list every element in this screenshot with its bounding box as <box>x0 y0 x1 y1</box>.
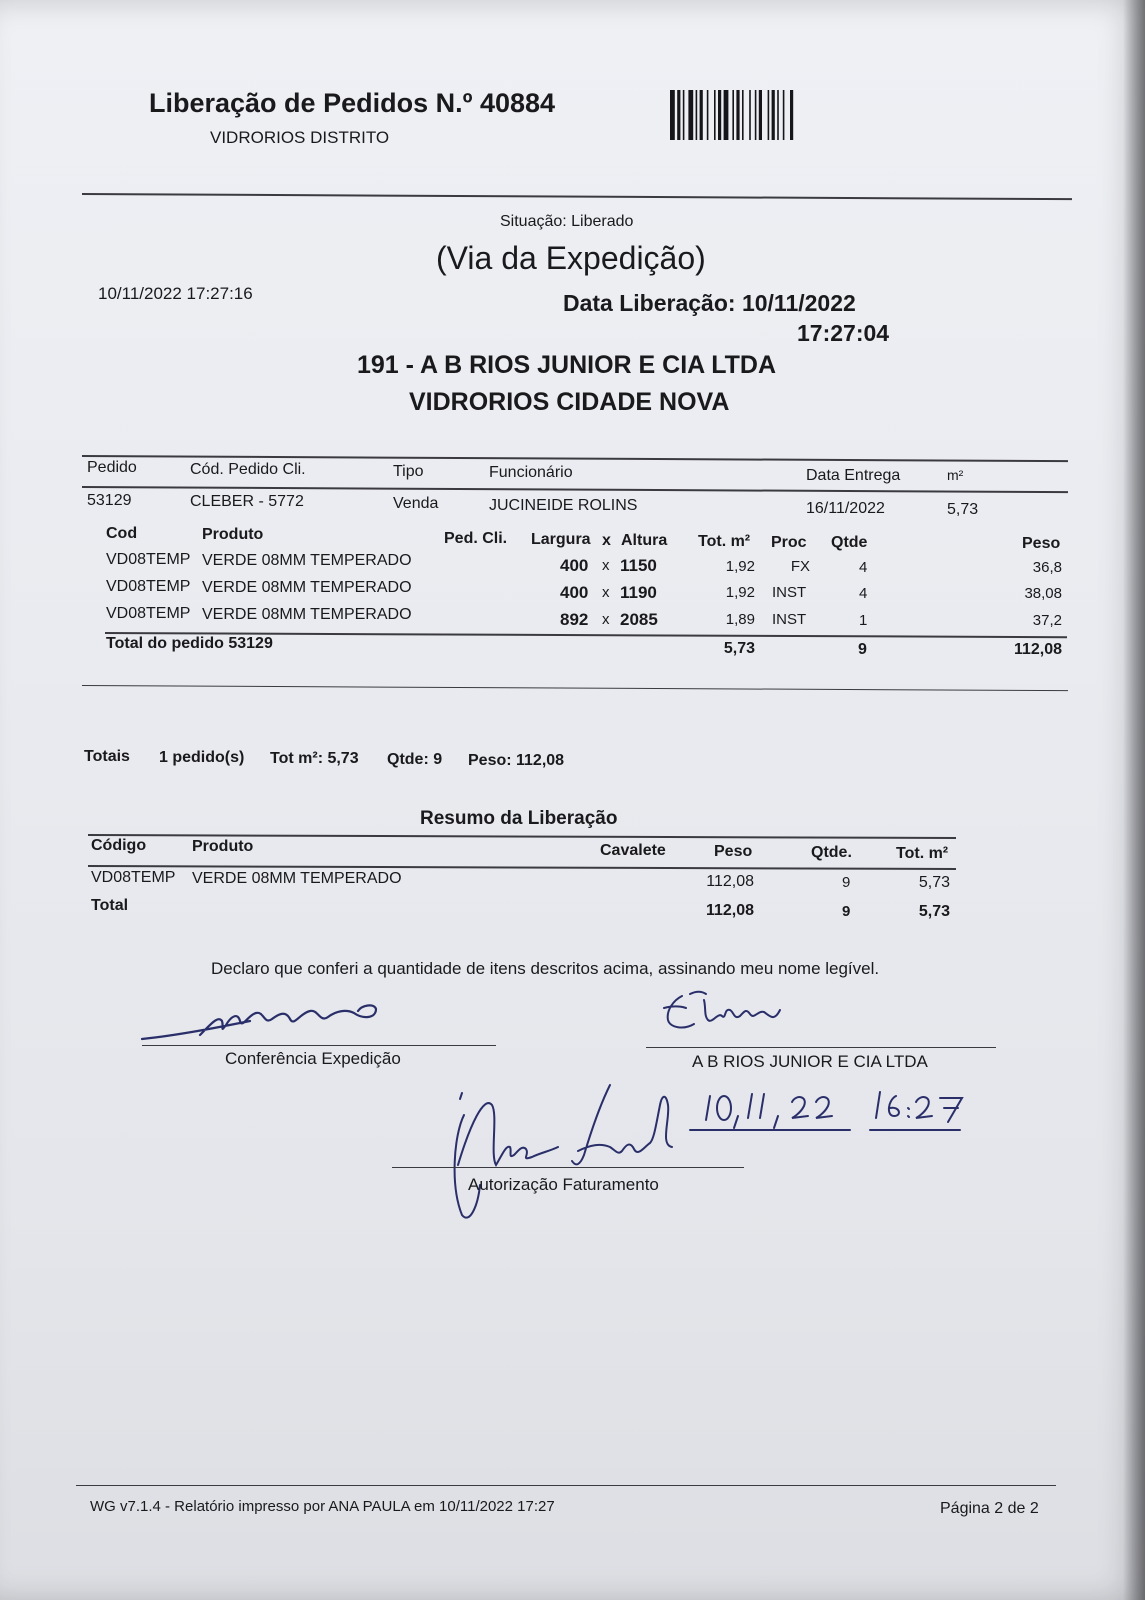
item-largura: 400 <box>560 556 589 575</box>
resumo-qtde: 9 <box>842 874 851 891</box>
col-funcionario: Funcionário <box>489 464 573 481</box>
resumo-tot-m2: 5,73 <box>918 874 950 891</box>
resumo-total-qtde: 9 <box>842 903 851 920</box>
resumo-col-produto: Produto <box>192 838 254 855</box>
situacao-label: Situação: Liberado <box>500 213 634 230</box>
items-col-tot-m2: Tot. m² <box>698 533 751 550</box>
via-label: (Via da Expedição) <box>436 240 706 276</box>
col-data-entrega: Data Entrega <box>806 467 901 484</box>
item-x: x <box>602 584 610 601</box>
resumo-col-cavalete: Cavalete <box>600 842 666 859</box>
client-signature <box>660 990 800 1040</box>
item-altura: 1150 <box>620 556 657 575</box>
order-data-entrega-value: 16/11/2022 <box>806 500 885 517</box>
client-sign-label: A B RIOS JUNIOR E CIA LTDA <box>692 1052 928 1071</box>
item-altura: 2085 <box>620 610 658 629</box>
item-cod: VD08TEMP <box>106 605 191 622</box>
resumo-total-peso: 112,08 <box>705 902 754 919</box>
col-tipo: Tipo <box>393 463 424 480</box>
page-edge-shadow <box>1123 0 1145 1600</box>
item-tot-m2: 1,89 <box>725 611 755 628</box>
item-proc: INST <box>772 611 807 628</box>
totais-peso: Peso: 112,08 <box>468 752 565 769</box>
resumo-produto: VERDE 08MM TEMPERADO <box>192 870 402 887</box>
footer-printed-by: WG v7.1.4 - Relatório impresso por ANA PAULA em 10/11/2022 17:27 <box>90 1498 555 1515</box>
barcode-icon <box>670 90 846 142</box>
client-store: VIDRORIOS CIDADE NOVA <box>409 388 730 416</box>
item-peso: 37,2 <box>1032 612 1062 629</box>
items-col-produto: Produto <box>202 526 264 543</box>
items-col-largura: Largura <box>531 531 591 548</box>
item-produto: VERDE 08MM TEMPERADO <box>202 579 412 596</box>
item-cod: VD08TEMP <box>106 578 191 595</box>
footer-page-number: Página 2 de 2 <box>940 1500 1039 1517</box>
col-pedido: Pedido <box>87 459 137 476</box>
items-total-m2: 5,73 <box>723 640 755 657</box>
resumo-codigo: VD08TEMP <box>91 869 176 886</box>
totais-pedidos: 1 pedido(s) <box>159 749 245 766</box>
order-pedido-value: 53129 <box>87 492 132 509</box>
items-total-qtde: 9 <box>858 641 867 658</box>
items-col-qtde: Qtde <box>831 534 868 551</box>
autorizacao-label: Autorização Faturamento <box>468 1175 659 1194</box>
item-altura: 1190 <box>620 583 657 602</box>
item-tot-m2: 1,92 <box>725 558 755 575</box>
client-name: 191 - A B RIOS JUNIOR E CIA LTDA <box>357 351 777 379</box>
items-col-ped-cli: Ped. Cli. <box>444 530 508 547</box>
conferencia-label: Conferência Expedição <box>225 1049 401 1068</box>
items-col-x: x <box>602 532 611 549</box>
print-datetime: 10/11/2022 17:27:16 <box>98 284 253 303</box>
totais-qtde: Qtde: 9 <box>387 751 443 768</box>
items-col-proc: Proc <box>771 534 807 551</box>
resumo-col-peso: Peso <box>714 843 753 860</box>
resumo-peso: 112,08 <box>706 873 754 890</box>
item-peso: 38,08 <box>1024 585 1062 602</box>
conferencia-signature <box>140 995 400 1045</box>
resumo-col-qtde: Qtde. <box>811 844 852 861</box>
order-cod-cli-value: CLEBER - 5772 <box>190 493 304 510</box>
resumo-col-codigo: Código <box>91 837 147 854</box>
autorizacao-line <box>392 1167 744 1168</box>
client-sign-line <box>646 1047 996 1048</box>
item-qtde: 1 <box>859 612 868 629</box>
header-divider <box>82 193 1072 200</box>
item-qtde: 4 <box>859 585 868 602</box>
item-x: x <box>602 557 610 574</box>
item-largura: 892 <box>560 610 589 629</box>
handwritten-date <box>700 1086 990 1136</box>
item-proc: FX <box>790 558 810 575</box>
resumo-total-tot-m2: 5,73 <box>918 903 950 920</box>
resumo-col-tot-m2: Tot. m² <box>896 845 949 862</box>
order-m2-value: 5,73 <box>947 501 979 518</box>
items-total-peso: 112,08 <box>1013 641 1062 658</box>
data-liberacao: Data Liberação: 10/11/2022 <box>563 290 856 316</box>
item-qtde: 4 <box>859 559 868 576</box>
conferencia-line <box>142 1045 496 1046</box>
footer-rule <box>76 1485 1056 1486</box>
item-produto: VERDE 08MM TEMPERADO <box>202 552 412 569</box>
resumo-total-label: Total <box>91 897 129 914</box>
items-col-cod: Cod <box>106 525 138 542</box>
col-cod-pedido-cli: Cód. Pedido Cli. <box>190 461 306 478</box>
company-name: VIDRORIOS DISTRITO <box>210 128 390 147</box>
item-peso: 36,8 <box>1032 559 1062 576</box>
items-col-peso: Peso <box>1022 535 1061 552</box>
item-cod: VD08TEMP <box>106 551 191 568</box>
order-tipo-value: Venda <box>393 495 439 512</box>
data-liberacao-time: 17:27:04 <box>797 320 890 346</box>
resumo-title: Resumo da Liberação <box>420 808 618 829</box>
order-funcionario-value: JUCINEIDE ROLINS <box>489 497 638 514</box>
autorizacao-signature <box>450 1085 690 1225</box>
totais-label: Totais <box>84 748 130 765</box>
item-tot-m2: 1,92 <box>725 584 755 601</box>
item-produto: VERDE 08MM TEMPERADO <box>202 606 412 623</box>
document-title: Liberação de Pedidos N.º 40884 <box>149 88 556 118</box>
items-col-altura: Altura <box>621 532 668 549</box>
items-total-label: Total do pedido 53129 <box>106 635 273 652</box>
item-x: x <box>602 611 610 628</box>
declaration-text: Declaro que conferi a quantidade de itens descritos acima, assinando meu nome legível. <box>211 959 880 978</box>
item-largura: 400 <box>560 583 589 602</box>
item-proc: INST <box>772 584 807 601</box>
items-bottom-rule <box>82 685 1068 691</box>
col-m2: m² <box>947 467 964 483</box>
totais-m2: Tot m²: 5,73 <box>270 750 359 767</box>
